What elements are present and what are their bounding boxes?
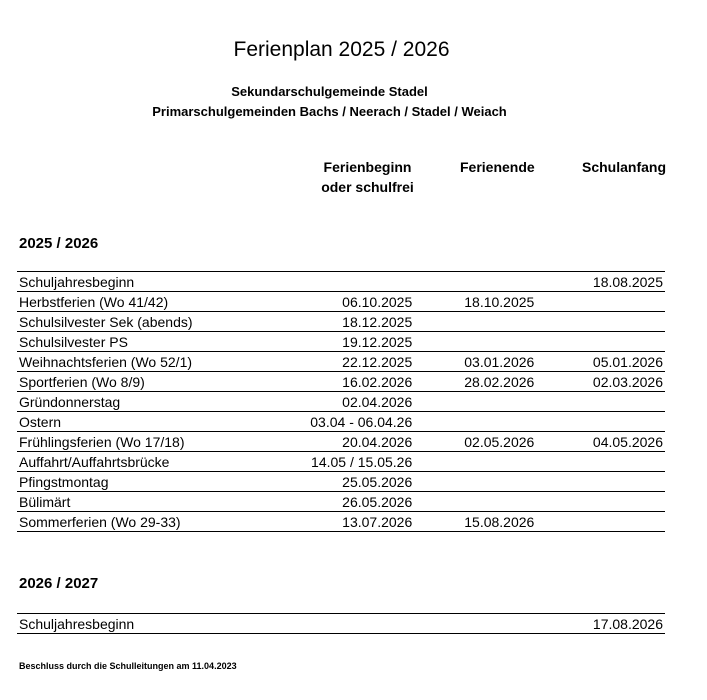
table-row: [17, 272, 665, 292]
row-school-start-date: [591, 512, 665, 532]
table-row: [17, 412, 665, 432]
row-begin-date: 25.05.2026: [300, 472, 414, 492]
row-end-date: [414, 272, 591, 292]
row-label: Ostern: [17, 412, 300, 432]
row-begin-date: 16.02.2026: [300, 372, 414, 392]
row-label: Sportferien (Wo 8/9): [17, 372, 300, 392]
footer-note: Beschluss durch die Schulleitungen am 11.04.2023: [19, 661, 237, 671]
row-label: Auffahrt/Auffahrtsbrücke: [17, 452, 300, 472]
row-school-start-date: 05.01.2026: [591, 352, 665, 372]
row-begin-date: 03.04 - 06.04.26: [300, 412, 414, 432]
row-end-date: 02.05.2026: [414, 432, 591, 452]
row-end-date: [414, 412, 591, 432]
column-header-begin-line1: Ferienbeginn: [323, 159, 412, 175]
row-end-date: 03.01.2026: [414, 352, 591, 372]
row-school-start-date: 17.08.2026: [591, 614, 665, 634]
row-begin-date: 13.07.2026: [300, 512, 414, 532]
row-end-date: [414, 614, 591, 634]
row-end-date: 28.02.2026: [414, 372, 591, 392]
row-end-date: [414, 452, 591, 472]
column-header-end: Ferienende: [460, 159, 535, 175]
row-begin-date: [301, 614, 415, 634]
table-row: [17, 492, 665, 512]
row-end-date: [414, 332, 591, 352]
page-title: Ferienplan 2025 / 2026: [233, 38, 450, 61]
row-school-start-date: [591, 492, 665, 512]
row-begin-date: 19.12.2025: [300, 332, 414, 352]
section-heading-2026-2027: 2026 / 2027: [19, 575, 99, 592]
schedule-table-body: [17, 614, 665, 634]
row-begin-date: 14.05 / 15.05.26: [300, 452, 414, 472]
table-row: [17, 332, 665, 352]
schedule-table-2025-2026: [17, 271, 665, 532]
column-header-begin-line2: oder schulfrei: [321, 179, 414, 195]
row-school-start-date: 02.03.2026: [591, 372, 665, 392]
row-label: Schulsilvester Sek (abends): [17, 312, 300, 332]
row-begin-date: 06.10.2025: [300, 292, 414, 312]
row-begin-date: 20.04.2026: [300, 432, 414, 452]
row-label: Bülimärt: [17, 492, 300, 512]
table-row: [17, 292, 665, 312]
row-end-date: [414, 312, 591, 332]
row-label: Herbstferien (Wo 41/42): [17, 292, 300, 312]
row-end-date: 15.08.2026: [414, 512, 591, 532]
row-begin-date: 26.05.2026: [300, 492, 414, 512]
table-row: [17, 372, 665, 392]
row-school-start-date: [591, 392, 665, 412]
table-row: [17, 312, 665, 332]
row-label: Sommerferien (Wo 29-33): [17, 512, 300, 532]
row-begin-date: 18.12.2025: [300, 312, 414, 332]
row-begin-date: 22.12.2025: [300, 352, 414, 372]
row-label: Gründonnerstag: [17, 392, 300, 412]
table-row: [17, 432, 665, 452]
row-label: Frühlingsferien (Wo 17/18): [17, 432, 300, 452]
row-school-start-date: 04.05.2026: [591, 432, 665, 452]
table-row: [17, 392, 665, 412]
row-begin-date: [300, 272, 414, 292]
table-row: [17, 472, 665, 492]
section-heading-2025-2026: 2025 / 2026: [19, 235, 99, 252]
schedule-table-2026-2027: [17, 613, 665, 634]
row-label: Pfingstmontag: [17, 472, 300, 492]
row-school-start-date: [591, 452, 665, 472]
row-begin-date: 02.04.2026: [300, 392, 414, 412]
row-label: Schuljahresbeginn: [17, 272, 300, 292]
row-label: Weihnachtsferien (Wo 52/1): [17, 352, 300, 372]
row-label: Schulsilvester PS: [17, 332, 300, 352]
row-school-start-date: 18.08.2025: [591, 272, 665, 292]
table-row: [17, 614, 665, 634]
row-school-start-date: [591, 292, 665, 312]
row-school-start-date: [591, 472, 665, 492]
row-label: Schuljahresbeginn: [17, 614, 301, 634]
table-row: [17, 512, 665, 532]
column-header-begin: [320, 157, 415, 197]
subtitle-secondary-school: Sekundarschulgemeinde Stadel: [231, 84, 428, 99]
row-school-start-date: [591, 332, 665, 352]
table-row: [17, 352, 665, 372]
row-end-date: [414, 472, 591, 492]
row-school-start-date: [591, 312, 665, 332]
column-header-start: Schulanfang: [582, 159, 667, 175]
row-school-start-date: [591, 412, 665, 432]
row-end-date: [414, 392, 591, 412]
row-end-date: [414, 492, 591, 512]
row-end-date: 18.10.2025: [414, 292, 591, 312]
schedule-table-body: [17, 272, 665, 532]
subtitle-primary-schools: Primarschulgemeinden Bachs / Neerach / Stadel / Weiach: [152, 104, 507, 119]
table-row: [17, 452, 665, 472]
